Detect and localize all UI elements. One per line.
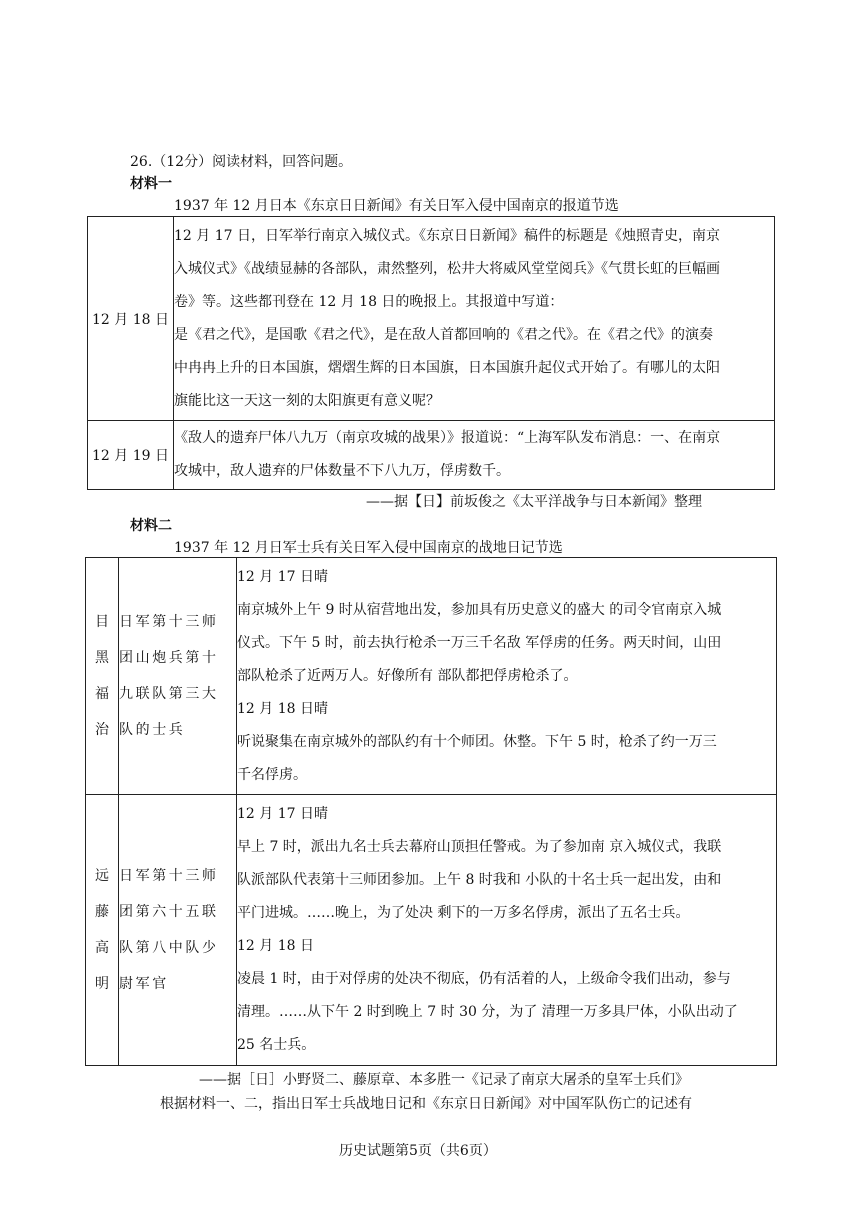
- report-line: 是《君之代》，是国歌《君之代》，是在敌人首都回响的《君之代》。在《君之代》的演奏: [174, 326, 713, 343]
- table-row: [86, 795, 777, 1066]
- diary-line: 千名俘虏。: [237, 766, 307, 783]
- material2-source: ——据［日］小野贤二、藤原章、本多胜一《记录了南京大屠杀的皇军士兵们》: [199, 1072, 689, 1088]
- material2-label: 材料二: [130, 518, 172, 534]
- material1-label: 材料一: [130, 176, 172, 192]
- diary-line: 平门进城。……晚上，为了处决 剩下的一万多名俘虏，派出了五名士兵。: [237, 905, 690, 921]
- soldier-name-char: 目: [95, 614, 109, 630]
- report-date-cell: [88, 421, 174, 490]
- page-footer: 历史试题第5页（共6页）: [339, 1143, 497, 1159]
- diary-line: 12 月 17 日晴: [237, 806, 328, 822]
- report-date: 12 月 19 日: [92, 448, 169, 464]
- question-intro: 26.（12分）阅读材料，回答问题。: [130, 154, 353, 170]
- diary-line: 仪式。下午 5 时，前去执行枪杀一万三千名敌 军俘虏的任务。两天时间，山田: [237, 634, 722, 651]
- material1-source: ——据【日】前坂俊之《太平洋战争与日本新闻》整理: [366, 494, 702, 510]
- report-line: 中冉冉上升的日本国旗，熠熠生辉的日本国旗，日本国旗升起仪式开始了。有哪儿的太阳: [174, 359, 720, 376]
- soldier-name-cell: [86, 558, 119, 795]
- soldier-unit-line: 团山炮兵第十: [119, 650, 219, 666]
- material1-table: [87, 216, 775, 490]
- diary-line: 凌晨 1 时，由于对俘虏的处决不彻底，仍有活着的人，上级命令我们出动，参与: [237, 971, 731, 987]
- question-prompt: 根据材料一、二，指出日军士兵战地日记和《东京日日新闻》对中国军队伤亡的记述有: [160, 1096, 692, 1112]
- soldier-name-char: 高: [95, 940, 109, 956]
- report-line: 攻城中，敌人遗弃的尸体数量不下八九万，俘虏数千。: [174, 463, 510, 479]
- report-line: 卷》等。这些都刊登在 12 月 18 日的晚报上。其报道中写道：: [174, 293, 564, 310]
- soldier-unit-line: 队第八中队少: [119, 940, 219, 956]
- report-line: 入城仪式》《战绩显赫的各部队，肃然整列，松井大将威风堂堂阅兵》《气贯长虹的巨幅画: [174, 260, 720, 277]
- material2-caption: 1937 年 12 月日军士兵有关日军入侵中国南京的战地日记节选: [174, 540, 563, 556]
- soldier-unit-line: 团第六十五联: [119, 904, 219, 920]
- report-line: 《敌人的遗弃尸体八九万（南京攻城的战果）》报道说：“上海军队发布消息：一、在南京: [174, 430, 721, 446]
- soldier-unit-line: 九联队第三大: [119, 686, 219, 702]
- soldier-name-char: 黑: [95, 650, 109, 666]
- soldier-name-cell: [86, 795, 119, 1066]
- soldier-unit-line: 日军第十三师: [119, 868, 219, 884]
- table-row: [88, 421, 775, 490]
- report-text-cell: [174, 421, 775, 490]
- table-row: [86, 558, 777, 795]
- report-text-cell: [174, 217, 775, 421]
- table-row: [88, 217, 775, 421]
- material2-table: [85, 557, 777, 1066]
- soldier-unit-cell: [119, 795, 237, 1066]
- soldier-name-char: 治: [95, 722, 109, 738]
- diary-line: 部队枪杀了近两万人。好像所有 部队都把俘虏枪杀了。: [237, 667, 578, 684]
- soldier-unit-cell: [119, 558, 237, 795]
- diary-line: 12 月 17 日晴: [237, 568, 328, 585]
- diary-line: 早上 7 时，派出九名士兵去幕府山顶担任警戒。为了参加南 京入城仪式，我联: [237, 839, 722, 855]
- diary-line: 12 月 18 日晴: [237, 700, 328, 717]
- soldier-unit-line: 尉军官: [119, 976, 169, 992]
- soldier-unit-line: 日军第十三师: [119, 614, 219, 630]
- soldier-name-char: 藤: [95, 904, 109, 920]
- diary-line: 南京城外上午 9 时从宿营地出发，参加具有历史意义的盛大 的司令官南京入城: [237, 601, 722, 618]
- diary-text-cell: [237, 795, 777, 1066]
- soldier-unit-line: 队的士兵: [119, 722, 186, 738]
- diary-text-cell: [237, 558, 777, 795]
- report-line: 旗能比这一天这一刻的太阳旗更有意义呢？: [174, 392, 440, 409]
- diary-line: 清理。……从下午 2 时到晚上 7 时 30 分，为了 清理一万多具尸体，小队出动了: [237, 1004, 738, 1020]
- diary-line: 听说聚集在南京城外的部队约有十个师团。休整。下午 5 时，枪杀了约一万三: [237, 733, 717, 750]
- diary-line: 12 月 18 日: [237, 938, 314, 954]
- soldier-name-char: 远: [95, 868, 109, 884]
- report-date-cell: [88, 217, 174, 421]
- diary-line: 25 名士兵。: [237, 1037, 316, 1053]
- report-line: 12 月 17 日，日军举行南京入城仪式。《东京日日新闻》稿件的标题是《烛照青史，南京: [174, 227, 720, 244]
- material1-caption: 1937 年 12 月日本《东京日日新闻》有关日军入侵中国南京的报道节选: [174, 198, 619, 214]
- report-date: 12 月 18 日: [92, 311, 169, 328]
- diary-line: 队派部队代表第十三师团参加。上午 8 时我和 小队的十名士兵一起出发，由和: [237, 872, 722, 888]
- soldier-name-char: 明: [95, 976, 109, 992]
- soldier-name-char: 福: [95, 686, 109, 702]
